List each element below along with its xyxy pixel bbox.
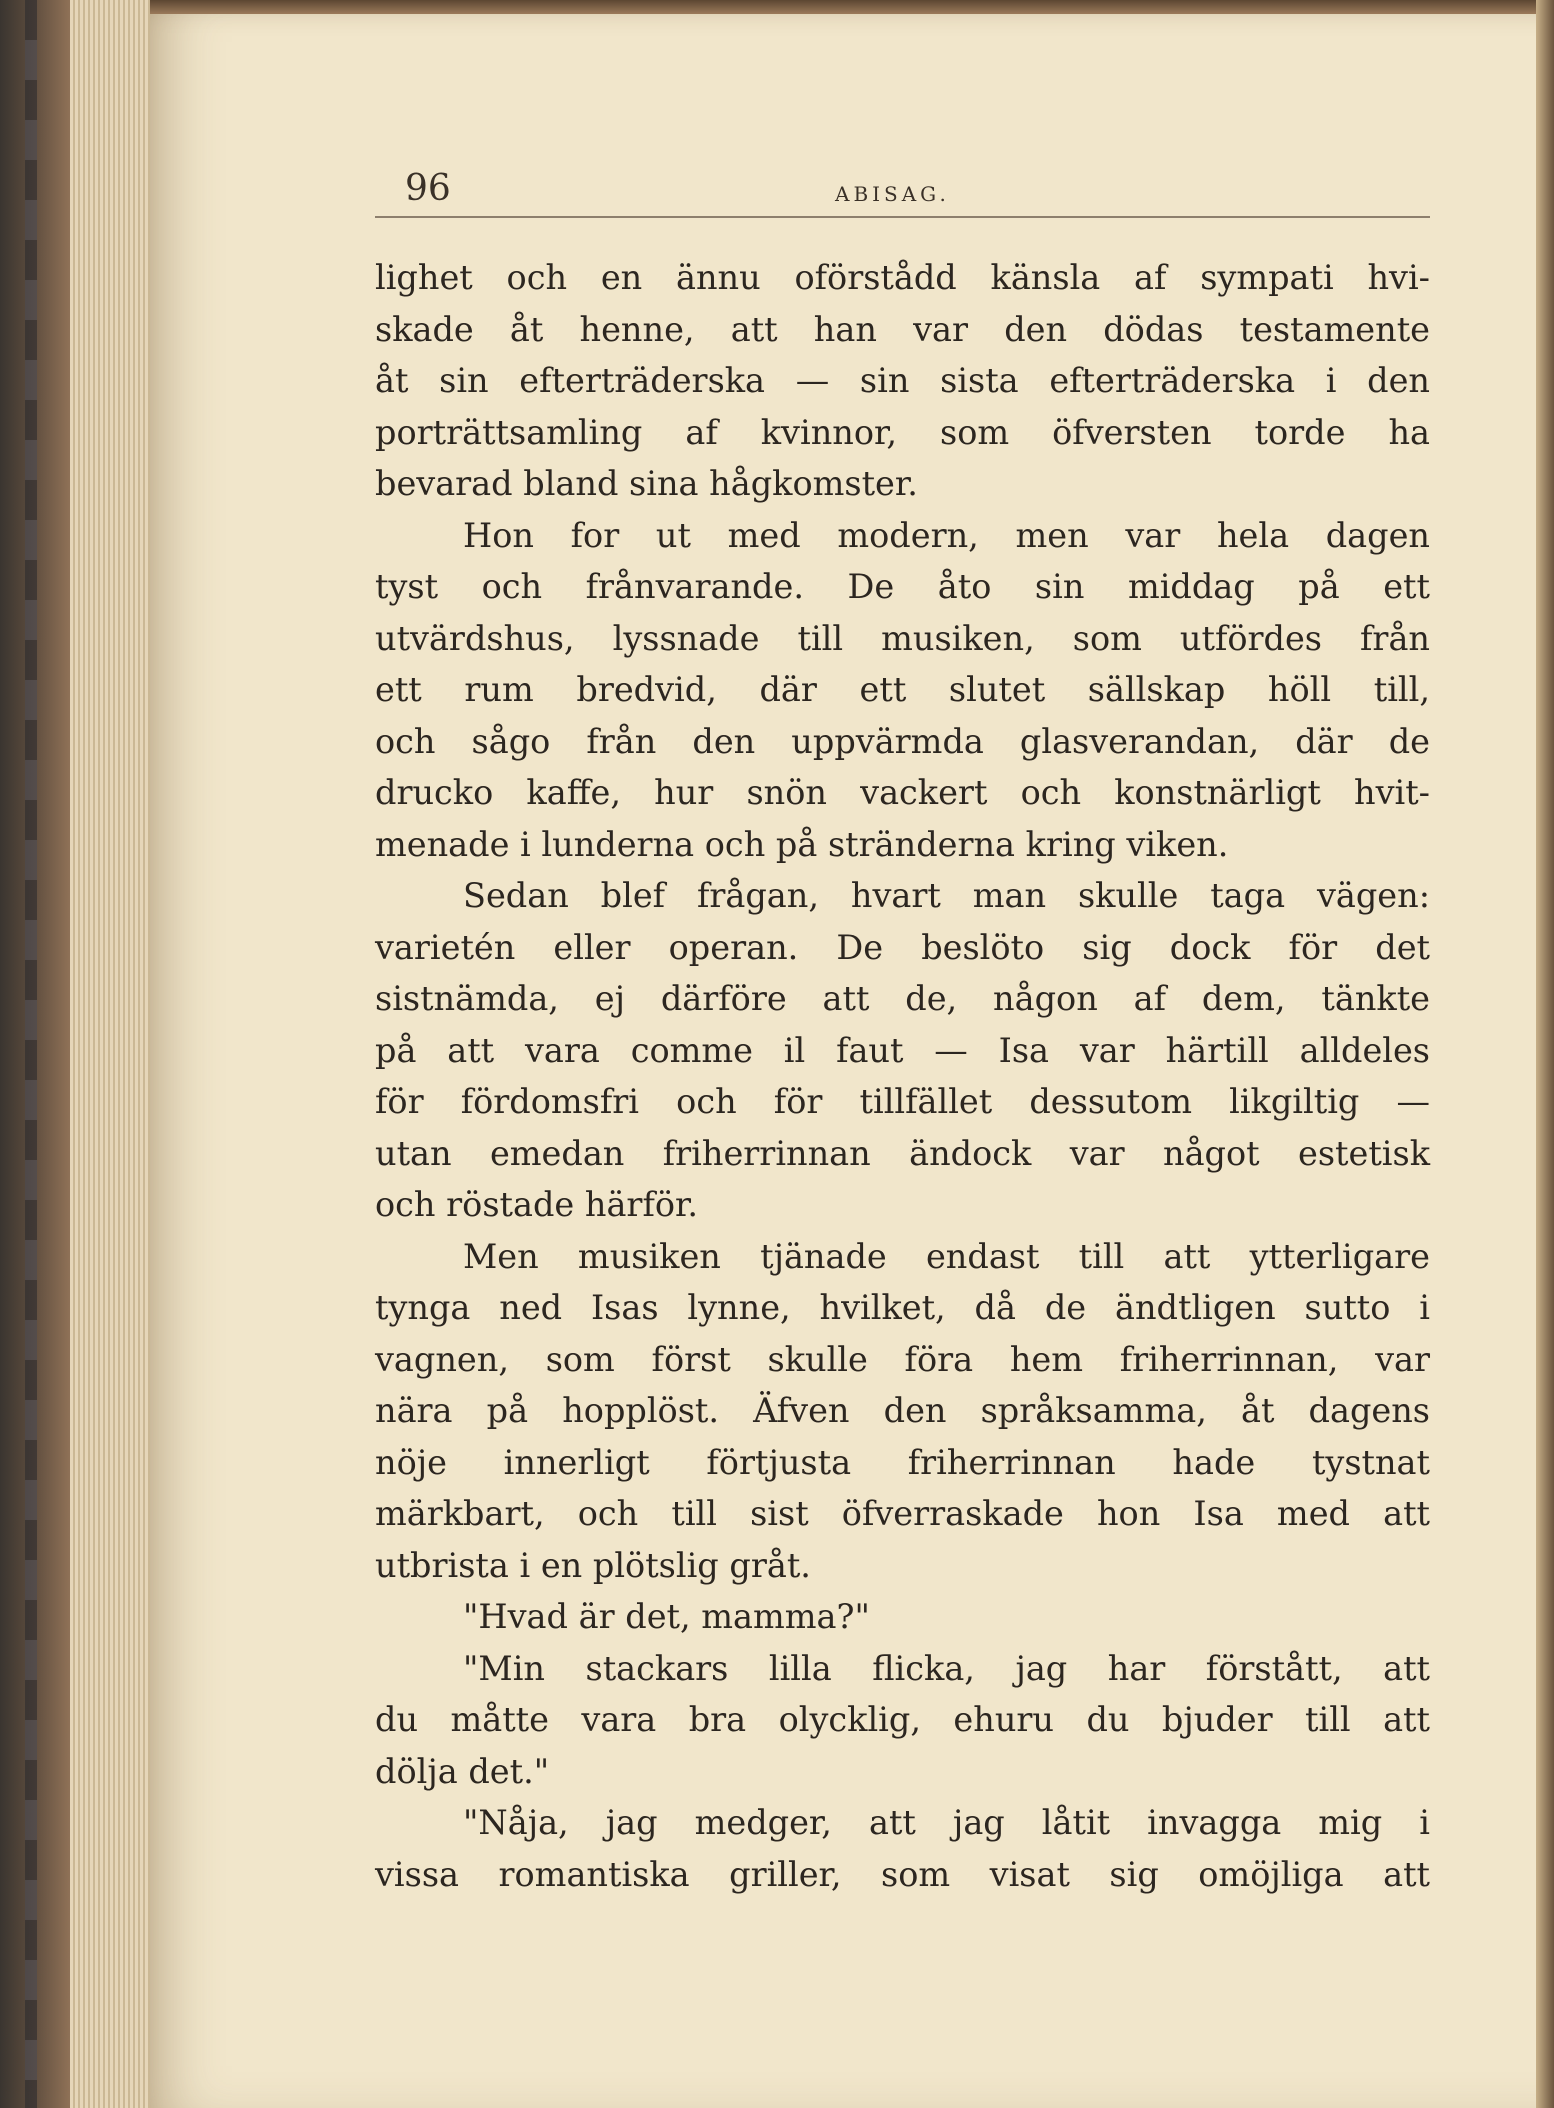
text-line: utvärdshus, lyssnade till musiken, som utfördes från [375,618,1430,658]
page-header [405,168,1425,218]
header-rule [375,216,1430,218]
text-line: bevarad bland sina hågkomster. [375,464,918,503]
text-line: och röstade härför. [375,1185,698,1224]
body-text [375,252,1430,1900]
text-line: vagnen, som först skulle föra hem friherrinnan, var [375,1339,1430,1379]
text-line: ett rum bredvid, där ett slutet sällskap höll till, [375,670,1430,709]
page-right-edge [1536,0,1554,2108]
text-line: nära på hopplöst. Äfven den språksamma, åt dagens [375,1391,1430,1430]
text-line: på att vara comme il faut — Isa var härtill alldeles [375,1030,1430,1070]
text-line: menade i lunderna och på stränderna kring viken. [375,824,1229,864]
text-line: och sågo från den uppvärmda glasverandan, där de [375,721,1430,761]
text-line: drucko kaffe, hur snön vackert och konstnärligt hvit- [375,773,1430,812]
text-line: vissa romantiska griller, som visat sig omöjliga att [375,1854,1430,1894]
page-top-shadow [150,0,1554,14]
text-line: lighet och en ännu oförstådd känsla af sympati hvi- [375,258,1430,297]
text-line: tynga ned Isas lynne, hvilket, då de ändtligen sutto i [375,1288,1430,1327]
text-line: för fördomsfri och för tillfället dessutom likgiltig — [375,1082,1430,1121]
text-line: tyst och frånvarande. De åto sin middag på ett [375,567,1430,606]
text-line: Sedan blef frågan, hvart man skulle taga vägen: [463,876,1430,915]
page-number: 96 [405,168,451,209]
text-line: utan emedan friherrinnan ändock var något estetisk [375,1133,1430,1173]
text-line: Hon for ut med modern, men var hela dagen [463,515,1430,555]
text-line: skade åt henne, att han var den dödas testamente [375,309,1430,349]
text-line: Men musiken tjänade endast till att ytterligare [463,1236,1430,1276]
text-line: varietén eller operan. De beslöto sig dock för det [375,927,1430,967]
running-title: ABISAG. [835,182,950,206]
text-line: åt sin efterträderska — sin sista efterträderska i den [375,361,1430,400]
text-line: sistnämda, ej därföre att de, någon af dem, tänkte [375,979,1430,1018]
text-line: nöje innerligt förtjusta friherrinnan hade tystnat [375,1442,1430,1482]
text-line: märkbart, och till sist öfverraskade hon Isa med att [375,1494,1430,1533]
text-line: "Nåja, jag medger, att jag låtit invagga mig i [463,1803,1430,1842]
text-line: du måtte vara bra olycklig, ehuru du bjuder till att [375,1700,1430,1739]
text-line: "Hvad är det, mamma?" [463,1597,870,1636]
text-line: dölja det." [375,1751,550,1791]
text-line: "Min stackars lilla flicka, jag har förstått, att [463,1648,1430,1688]
text-line: porträttsamling af kvinnor, som öfversten torde ha [375,412,1430,452]
text-line: utbrista i en plötslig gråt. [375,1545,811,1585]
page-edges [70,0,160,2108]
